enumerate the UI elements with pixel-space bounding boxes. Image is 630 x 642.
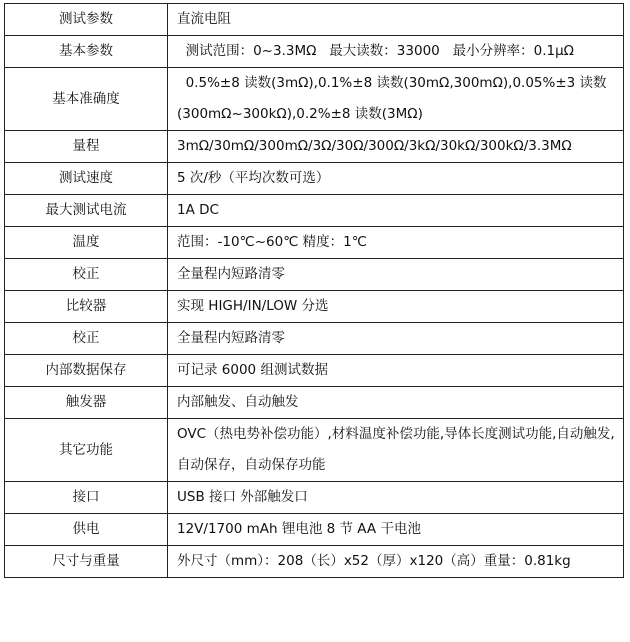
row-value: 3mΩ/30mΩ/300mΩ/3Ω/30Ω/300Ω/3kΩ/30kΩ/300kΩ/3.3MΩ — [168, 131, 624, 163]
row-value: 5 次/秒（平均次数可选） — [168, 163, 624, 195]
row-label: 比较器 — [5, 291, 168, 323]
row-label: 其它功能 — [5, 419, 168, 482]
row-value: 1A DC — [168, 195, 624, 227]
row-label: 尺寸与重量 — [5, 546, 168, 578]
row-value: OVC（热电势补偿功能）,材料温度补偿功能,导体长度测试功能,自动触发,自动保存，自动保存功能 — [168, 419, 624, 482]
table-row — [5, 36, 624, 68]
table-row — [5, 419, 624, 482]
row-label: 量程 — [5, 131, 168, 163]
row-label: 内部数据保存 — [5, 355, 168, 387]
table-row — [5, 514, 624, 546]
row-value: 实现 HIGH/IN/LOW 分选 — [168, 291, 624, 323]
table-row — [5, 323, 624, 355]
row-label: 校正 — [5, 323, 168, 355]
table-row — [5, 4, 624, 36]
row-value: 可记录 6000 组测试数据 — [168, 355, 624, 387]
row-label: 基本参数 — [5, 36, 168, 68]
row-label: 测试速度 — [5, 163, 168, 195]
row-value: 0.5%±8 读数(3mΩ),0.1%±8 读数(30mΩ,300mΩ),0.05%±3 读数(300mΩ~300kΩ),0.2%±8 读数(3MΩ) — [168, 68, 624, 131]
row-label: 接口 — [5, 482, 168, 514]
table-row — [5, 482, 624, 514]
table-row — [5, 355, 624, 387]
table-row — [5, 387, 624, 419]
row-value: USB 接口 外部触发口 — [168, 482, 624, 514]
row-value: 12V/1700 mAh 锂电池 8 节 AA 干电池 — [168, 514, 624, 546]
table-row — [5, 131, 624, 163]
table-row — [5, 291, 624, 323]
table-row — [5, 227, 624, 259]
table-row — [5, 259, 624, 291]
row-label: 测试参数 — [5, 4, 168, 36]
row-value: 外尺寸（mm）：208（长）x52（厚）x120（高）重量：0.81kg — [168, 546, 624, 578]
table-row — [5, 68, 624, 131]
row-label: 供电 — [5, 514, 168, 546]
row-value: 内部触发、自动触发 — [168, 387, 624, 419]
row-label: 基本准确度 — [5, 68, 168, 131]
row-value: 全量程内短路清零 — [168, 259, 624, 291]
row-label: 温度 — [5, 227, 168, 259]
row-value: 全量程内短路清零 — [168, 323, 624, 355]
row-value: 测试范围：0~3.3MΩ 最大读数：33000 最小分辨率：0.1μΩ — [168, 36, 624, 68]
table-row — [5, 163, 624, 195]
row-label: 最大测试电流 — [5, 195, 168, 227]
row-label: 触发器 — [5, 387, 168, 419]
row-value: 直流电阻 — [168, 4, 624, 36]
row-label: 校正 — [5, 259, 168, 291]
table-row — [5, 195, 624, 227]
row-value: 范围：-10℃~60℃ 精度：1℃ — [168, 227, 624, 259]
spec-table — [4, 3, 624, 578]
table-row — [5, 546, 624, 578]
